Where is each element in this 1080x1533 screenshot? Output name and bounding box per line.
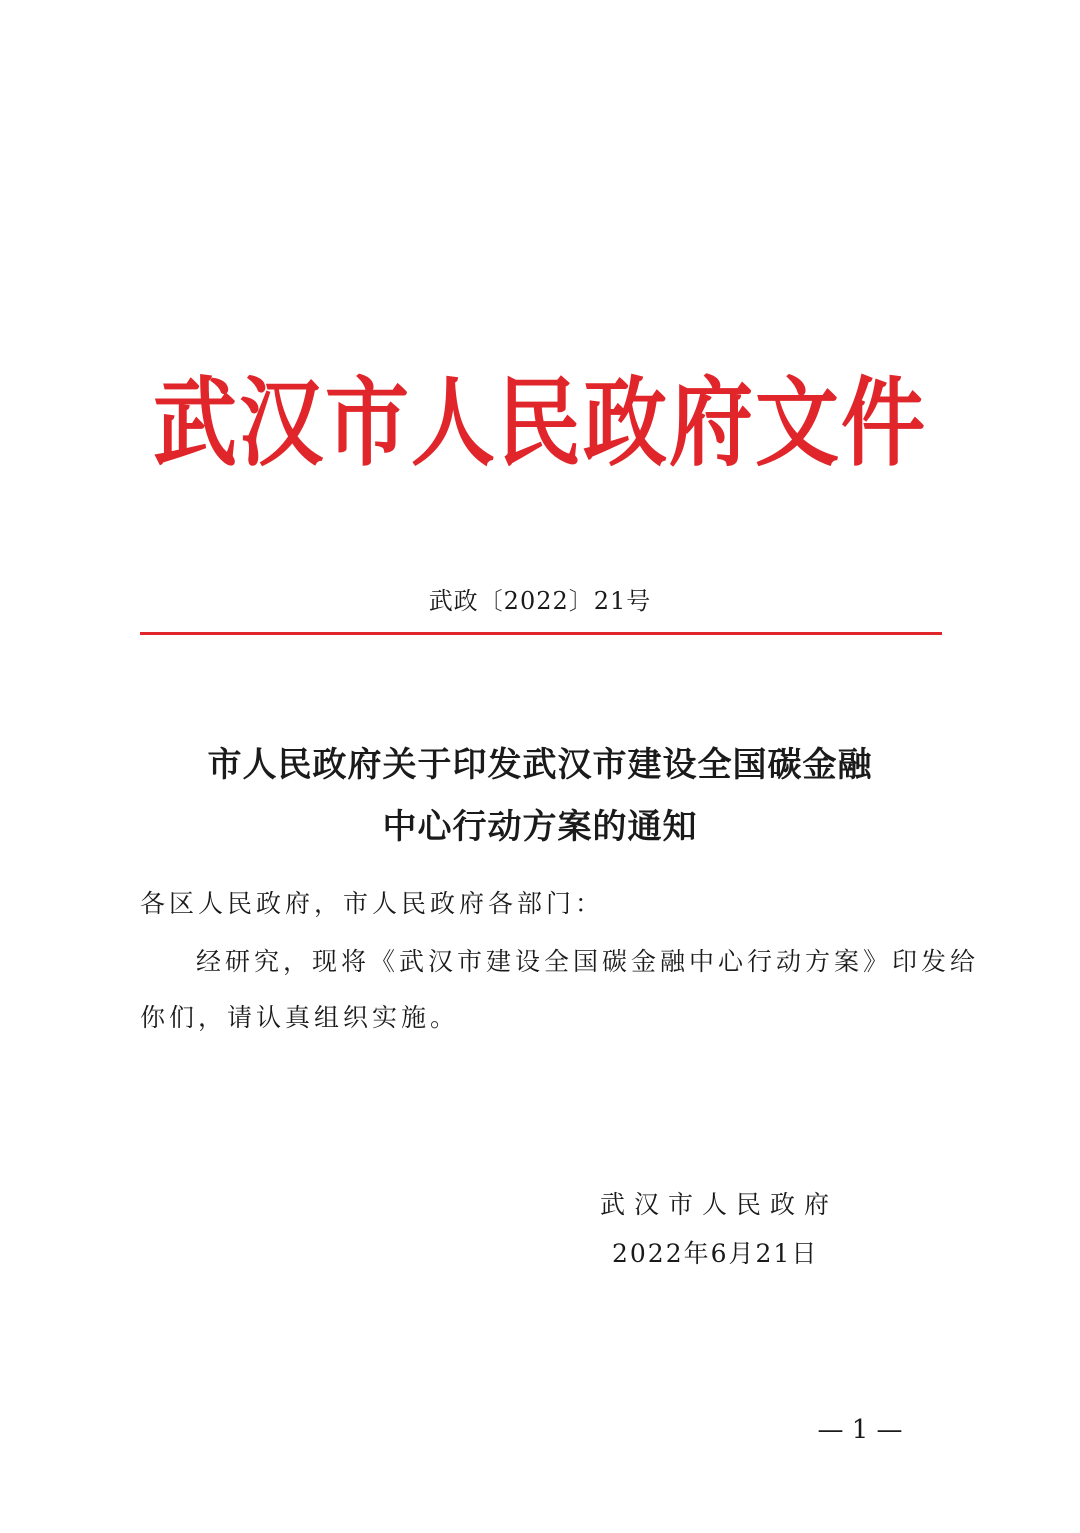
- salutation: 各区人民政府，市人民政府各部门：: [140, 889, 605, 918]
- document-title: [140, 734, 940, 858]
- masthead-title: 武汉市人民政府文件: [152, 365, 927, 480]
- document-title-line-2: 中心行动方案的通知: [382, 807, 698, 847]
- document-title-line-1: 市人民政府关于印发武汉市建设全国碳金融: [207, 745, 873, 785]
- body-line-2: 你们，请认真组织实施。: [140, 1003, 460, 1032]
- page-number: — 1 —: [817, 1415, 903, 1445]
- body-paragraph: [140, 934, 980, 1046]
- issuer-signature: 武汉市人民政府: [600, 1190, 839, 1219]
- red-divider: [140, 632, 942, 635]
- body-line-1: 经研究，现将《武汉市建设全国碳金融中心行动方案》印发给: [196, 947, 980, 976]
- document-number: 武政〔2022〕21号: [428, 587, 652, 615]
- issue-date: 2022年6月21日: [612, 1239, 819, 1268]
